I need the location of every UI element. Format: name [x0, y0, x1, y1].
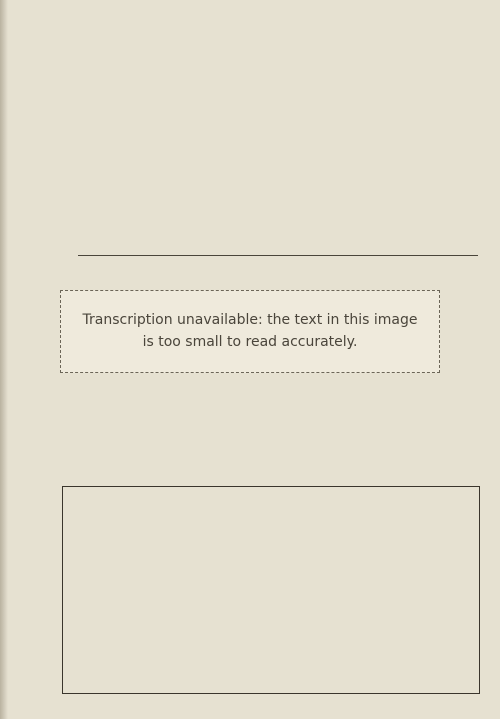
- scan-edge: [0, 0, 8, 719]
- colophon-box: [62, 486, 480, 694]
- section-divider: [78, 255, 478, 256]
- transcription-notice: Transcription unavailable: the text in this image is too small to read accurately.: [60, 290, 440, 373]
